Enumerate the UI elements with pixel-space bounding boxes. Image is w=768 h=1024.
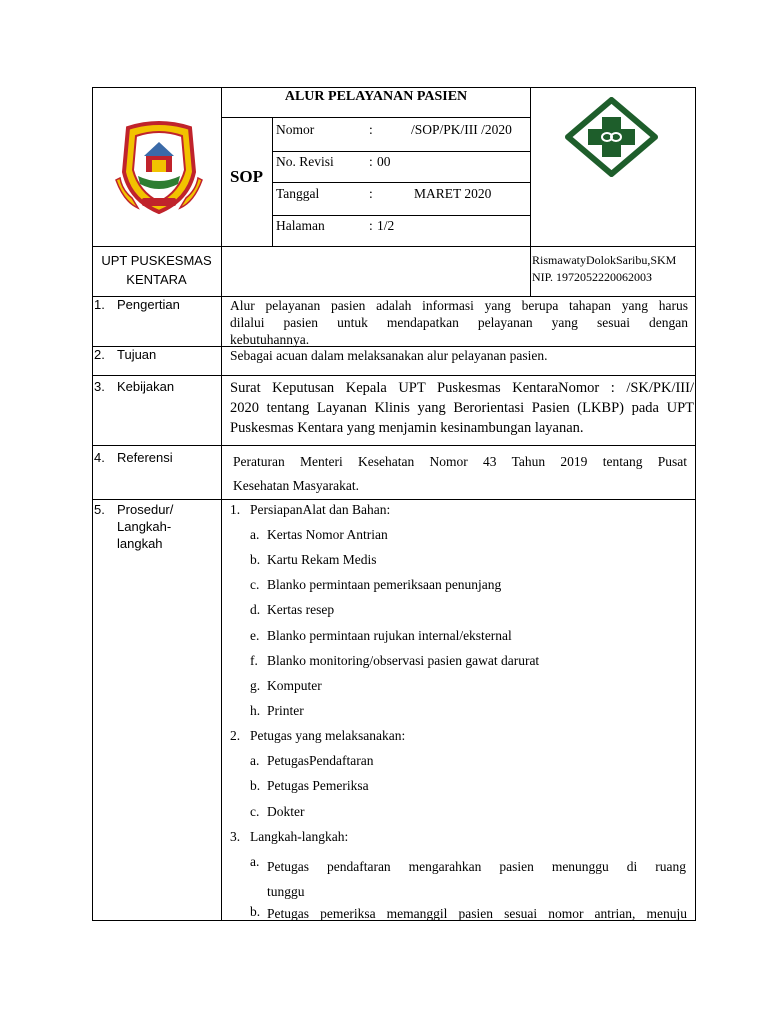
- list-item: [267, 904, 687, 923]
- signer-nip: NIP. 197205222006200З: [532, 270, 653, 284]
- list-item: Blanko permintaan pemeriksaan penunjang: [267, 577, 502, 592]
- list-item: [267, 854, 686, 904]
- text-line: Petugas pendaftaran mengarahkan pasien menunggu di ruang: [267, 859, 686, 874]
- list-item: Kertas Nomor Antrian: [267, 527, 388, 542]
- meta-value: MARET 2020: [414, 186, 492, 201]
- list-item: Blanko monitoring/observasi pasien gawat darurat: [267, 653, 540, 668]
- section-text: [233, 450, 687, 498]
- section-label: Kebijakan: [117, 379, 175, 394]
- list-marker: c.: [250, 577, 260, 592]
- section-number: 4.: [94, 450, 105, 465]
- section-number: 3.: [94, 379, 105, 394]
- list-item: Kartu Rekam Medis: [267, 552, 377, 567]
- text-line: Kesehatan Masyarakat.: [233, 478, 359, 493]
- list-item: PetugasPendaftaran: [267, 753, 374, 768]
- signer-name: RismawatyDolokSaribu,SKM: [532, 253, 677, 267]
- text-line: tunggu: [267, 884, 305, 899]
- document-title: ALUR PELAYANAN PASIEN: [284, 89, 468, 104]
- org-name-line2: KENTARA: [126, 272, 187, 287]
- section-label: Tujuan: [117, 347, 157, 362]
- section-text: Sebagai acuan dalam melaksanakan alur pelayanan pasien.: [230, 348, 548, 363]
- meta-sep: :: [369, 154, 373, 169]
- meta-sep: :: [369, 122, 373, 137]
- group-number: 1.: [230, 502, 241, 517]
- text-line: kebutuhannya.: [230, 332, 310, 347]
- text-line: Surat Keputusan Kepala UPT Puskesmas KentaraNomor : /SK/PK/III/: [230, 380, 694, 396]
- section-number: 5.: [94, 502, 105, 517]
- group-title: PersiapanAlat dan Bahan:: [250, 502, 391, 517]
- list-marker: b.: [250, 552, 261, 567]
- meta-sep: :: [369, 186, 373, 201]
- text-line: Puskesmas Kentara yang menjamin kesinambungan layanan.: [230, 420, 584, 436]
- group-number: 2.: [230, 728, 241, 743]
- section-text: [230, 378, 694, 438]
- section-label: Pengertian: [117, 297, 180, 312]
- text-line: Peraturan Menteri Kesehatan Nomor 43 Tahun 2019 tentang Pusat: [233, 454, 687, 469]
- text-line: Petugas pemeriksa memanggil pasien sesuai nomor antrian, menuju: [267, 906, 687, 921]
- meta-label: No. Revisi: [276, 154, 334, 169]
- list-marker: f.: [250, 653, 258, 668]
- list-marker: g.: [250, 678, 261, 693]
- list-marker: c.: [250, 804, 260, 819]
- regional-emblem: [114, 120, 204, 216]
- org-name-line1: UPT PUSKESMAS: [101, 253, 212, 268]
- list-item: Petugas Pemeriksa: [267, 778, 369, 793]
- group-title: Petugas yang melaksanakan:: [250, 728, 406, 743]
- text-line: 2020 tentang Layanan Klinis yang Berorientasi Pasien (LKBP) pada UPT: [230, 400, 694, 416]
- section-label: Prosedur/: [117, 502, 174, 517]
- section-label: Referensi: [117, 450, 173, 465]
- section-label: Langkah-: [117, 519, 172, 534]
- meta-label: Halaman: [276, 218, 325, 233]
- meta-sep: :: [369, 218, 373, 233]
- text-line: Alur pelayanan pasien adalah informasi yang berupa tahapan yang harus: [230, 298, 688, 313]
- meta-value: /SOP/PK/III /2020: [411, 122, 512, 137]
- list-marker: h.: [250, 703, 261, 718]
- group-title: Langkah-langkah:: [250, 829, 349, 844]
- list-item: Dokter: [267, 804, 305, 819]
- list-item: Komputer: [267, 678, 322, 693]
- meta-label: Nomor: [276, 122, 315, 137]
- meta-value: 00: [377, 154, 391, 169]
- group-number: 3.: [230, 829, 241, 844]
- list-marker: e.: [250, 628, 260, 643]
- section-text: [230, 297, 688, 348]
- list-marker: b.: [250, 904, 261, 919]
- list-item: Kertas resep: [267, 602, 335, 617]
- list-marker: a.: [250, 527, 260, 542]
- text-line: dilalui pasien untuk mendapatkan pelayanan yang sesuai dengan: [230, 315, 688, 330]
- list-item: Printer: [267, 703, 304, 718]
- puskesmas-logo: [565, 97, 658, 177]
- sop-label: SOP: [229, 167, 264, 186]
- list-marker: a.: [250, 854, 260, 869]
- list-item: Blanko permintaan rujukan internal/eksternal: [267, 628, 512, 643]
- meta-label: Tanggal: [276, 186, 320, 201]
- list-marker: a.: [250, 753, 260, 768]
- meta-value: 1/2: [377, 218, 395, 233]
- list-marker: b.: [250, 778, 261, 793]
- section-number: 2.: [94, 347, 105, 362]
- list-marker: d.: [250, 602, 261, 617]
- section-label: langkah: [117, 536, 163, 551]
- section-number: 1.: [94, 297, 105, 312]
